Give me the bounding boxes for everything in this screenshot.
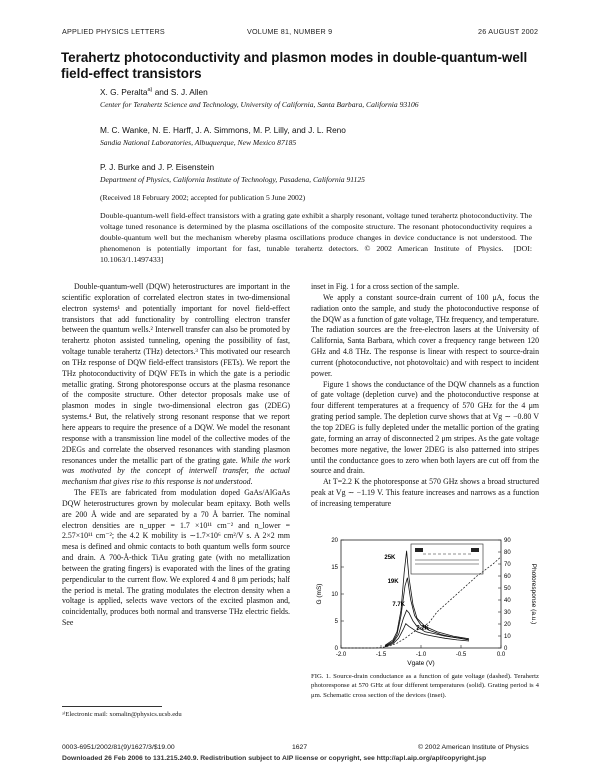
y-right-tick-label: 40 <box>504 598 511 604</box>
series-label: 25K <box>384 554 396 561</box>
y-left-tick-label: 5 <box>334 619 338 625</box>
page-number: 1627 <box>292 744 308 751</box>
paragraph-intro: Double-quantum-well (DQW) heterostructures are important in the scientific exploration of correlated electron states in two-dimensional electron systems¹ and potentially important for novel field-effect transistors that add functionality by controlling electron transfer between the quantum wells.² Interwell transfer can also be promoted by terahertz photon assisted tunneling, opening the possibility of fast, voltage tunable terahertz (THz) detectors.³ This motivated our research on THz response of DQW field-effect transistors (FETs). We report the THz photoconductivity of DQW FETs in which the gate is a periodic metallic grating. Strong photoresponse occurs at the plasma resonance of the composite structure. Other detector proposals make use of plasmon modes in single two-dimensional electron gas (2DEG) systems.⁴ But, the relatively strong resonant response that we report here appears to require the presence of a DQW. We model the resonant response with a transmission line model of the collective modes of the 2DEGs and correlate the observed resonances with standing plasmon resonances under the metallic part of the grating gate. While the work was motivated by the concept of interwell transfer, the actual mechanism that gives rise to this response is not understood. <box>62 282 290 487</box>
y-left-axis-label: G (mS) <box>316 583 323 605</box>
author-line-2: M. C. Wanke, N. E. Harff, J. A. Simmons, M. P. Lilly, and J. L. Reno <box>100 125 346 135</box>
affiliation-1: Center for Terahertz Science and Technology, University of California, Santa Barbara, California 93106 <box>100 100 419 109</box>
left-column <box>62 282 290 707</box>
y-left-tick-label: 20 <box>331 538 338 544</box>
paper-title: Terahertz photoconductivity and plasmon modes in double-quantum-well field-effect transistors <box>61 50 528 81</box>
paragraph-figure1: Figure 1 shows the conductance of the DQW channels as a function of gate voltage (depletion curve) and the photoconductive response at four different temperatures at a frequency of 570 GHz for the 4 μm grating period sample. The depletion curve shows that at Vg ∼ −0.80 V the top 2DEG is fully depleted under the metallic portion of the grating gate, forming an array of disconnected 2 μm stripes. As the gate voltage becomes more negative, the lower 2DEG is also patterned into stripes until the conductance goes to zero when both layers are cut off from the source and drain. <box>311 379 539 476</box>
affiliation-2: Sandia National Laboratories, Albuquerque, New Mexico 87185 <box>100 138 297 147</box>
figure-1-chart <box>311 530 539 668</box>
x-tick-label: 0.0 <box>496 652 506 658</box>
y-right-tick-label: 10 <box>504 634 511 640</box>
issue-date: 26 AUGUST 2002 <box>478 27 539 36</box>
figure-1 <box>311 530 539 668</box>
abstract <box>100 210 532 265</box>
download-notice[interactable]: Downloaded 26 Feb 2006 to 131.215.240.9. Redistribution subject to AIP license or copyright, see http://apl.aip.org/apl/copyright.jsp <box>62 755 487 762</box>
x-tick-label: -1.5 <box>375 652 387 658</box>
y-left-tick-label: 0 <box>334 646 338 652</box>
paragraph-temperature: At T=2.2 K the photoresponse at 570 GHz shows a broad structured peak at Vg ∼ −1.19 V. This feature increases and narrows as a function of increasing temperature <box>311 477 539 508</box>
y-right-axis-label: Photoresponse (a.u.) <box>530 563 537 625</box>
footer-issn: 0003-6951/2002/81(9)/1627/3/$19.00 <box>62 744 175 751</box>
abstract-copyright: © 2002 American Institute of Physics. <box>364 244 504 253</box>
y-right-tick-label: 0 <box>504 646 508 652</box>
paragraph-inset-ref: inset in Fig. 1 for a cross section of the sample. <box>311 282 460 291</box>
series-label: 7.7K <box>392 601 405 608</box>
volume-number: VOLUME 81, NUMBER 9 <box>247 27 333 36</box>
footnote-rule <box>62 706 162 707</box>
doi-link[interactable]: [DOI: 10.1063/1.1497433] <box>100 244 533 264</box>
author-names-rest: and S. J. Allen <box>152 87 208 97</box>
affiliation-3: Department of Physics, California Institute of Technology, Pasadena, California 91125 <box>100 175 365 184</box>
paragraph-intro-italic: While the work was motivated by the concept of interwell transfer, the actual mechanism that gives rise to this response is not understood. <box>62 455 290 487</box>
y-right-tick-label: 80 <box>504 550 511 556</box>
figure-caption: FIG. 1. Source-drain conductance as a function of gate voltage (dashed). Terahertz photoresponse at 570 GHz at four different temperatures (solid). Grating period is 4 μm. Schematic cross section of the devices (inset). <box>311 673 539 699</box>
footer-copyright: © 2002 American Institute of Physics <box>418 744 529 751</box>
inset-contact-right <box>471 548 479 552</box>
right-column <box>311 282 539 529</box>
received-dates: (Received 18 February 2002; accepted for publication 5 June 2002) <box>100 193 306 202</box>
author-names: X. G. Peralta <box>100 87 148 97</box>
x-tick-label: -2.0 <box>335 652 347 658</box>
y-right-tick-label: 60 <box>504 574 511 580</box>
y-right-tick-label: 30 <box>504 610 511 616</box>
y-right-tick-label: 50 <box>504 586 511 592</box>
y-left-tick-label: 10 <box>331 592 338 598</box>
x-axis-label: Vgate (V) <box>407 660 435 667</box>
series-label: 2.2K <box>416 625 429 632</box>
author-line-3: P. J. Burke and J. P. Eisenstein <box>100 162 215 172</box>
inset-schematic <box>411 544 483 574</box>
footnote-mark[interactable]: a) <box>147 87 153 94</box>
journal-name: APPLIED PHYSICS LETTERS <box>62 27 165 36</box>
paragraph-method: We apply a constant source-drain current of 100 μA, focus the radiation onto the sample, and study the photoconductive response of the DQW as a function of gate voltage, THz frequency, and temperature. The radiation sources are the free-electron lasers at the University of California, Santa Barbara, which cover a frequency range between 120 GHz and 4.8 THz. The response is linear with respect to source-drain current (photoconductive, not photovoltaic) and with respect to incident power. <box>311 292 539 378</box>
author-line-1 <box>100 87 560 97</box>
abstract-text: Double-quantum-well field-effect transistors with a grating gate exhibit a sharply resonant, voltage tuned terahertz photoconductivity. The voltage tuned resonance is determined by the plasma oscillations of the composite structure. The resonant photoconductivity requires a double-quantum well but the mechanism whereby plasma oscillations produce changes in device conductance is not understood. The phenomenon is potentially important for fast, tunable terahertz detectors. <box>100 211 532 253</box>
x-tick-label: -0.5 <box>455 652 467 658</box>
y-right-tick-label: 70 <box>504 562 511 568</box>
series-label: 19K <box>387 579 399 586</box>
y-right-tick-label: 90 <box>504 538 511 544</box>
inset-contact-left <box>415 548 423 552</box>
footnote: ᵃ⁾Electronic mail: xomalin@physics.ucsb.edu <box>62 711 182 718</box>
x-tick-label: -1.0 <box>415 652 427 658</box>
y-right-tick-label: 20 <box>504 622 511 628</box>
paragraph-fabrication: The FETs are fabricated from modulation doped GaAs/AlGaAs DQW heterostructures grown by molecular beam epitaxy. Both wells are 200 Å wide and are separated by a 70 Å barrier. The nominal electron densities are n_upper = 1.7 ×10¹¹ cm⁻² and n_lower = 2.57×10¹¹ cm⁻²; the 4.2 K mobility is ∼1.7×10⁶ cm²/V s. A 2×2 mm mesa is defined and ohmic contacts to both quantum wells form source and drain. A 700-Å-thick TiAu grating gate (with no metallization between the grating fingers) is evaporated with the lines of the grating perpendicular to the current flow. We explored 4 and 8 μm periods; half the period is metal. The grating modulates the electron density when a voltage is applied, selects wave vectors of the excited plasmon and, coincidentally, produces both normal and transverse THz electric fields. See <box>62 488 290 628</box>
y-left-tick-label: 15 <box>331 565 338 571</box>
